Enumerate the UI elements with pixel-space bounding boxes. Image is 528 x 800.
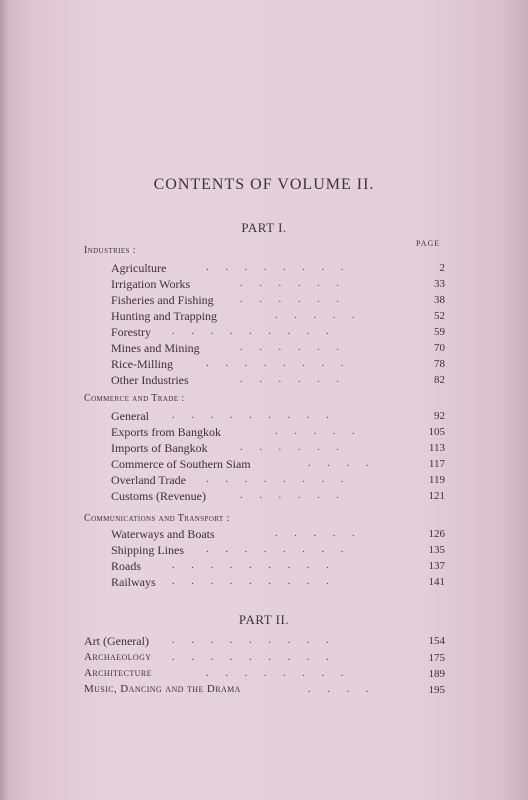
toc-entry-page: 119 — [428, 474, 445, 486]
leader-dots: . . . . . . . . — [206, 357, 344, 369]
toc-entry-page: 70 — [434, 342, 445, 354]
leader-dots: . . . . . . — [240, 441, 339, 453]
toc-entry-label: Archaeology — [84, 651, 152, 663]
toc-entry — [0, 457, 528, 473]
toc-entry-page: 78 — [434, 358, 445, 370]
toc-entry — [0, 373, 528, 389]
toc-entry — [0, 341, 528, 357]
leader-dots: . . . . . . — [240, 293, 339, 305]
toc-entry-label: Forestry — [111, 325, 151, 339]
toc-entry-label: Overland Trade — [111, 473, 186, 487]
toc-entry — [0, 409, 528, 425]
toc-entry — [0, 357, 528, 373]
toc-entry-page: 175 — [428, 652, 445, 664]
toc-entry-page: 137 — [428, 560, 445, 572]
leader-dots: . . . . . — [275, 527, 355, 539]
leader-dots: . . . . . . — [240, 341, 339, 353]
leader-dots: . . . . . . . . . — [172, 559, 329, 571]
leader-dots: . . . . — [308, 683, 369, 695]
toc-entry — [0, 489, 528, 505]
toc-entry-label: Rice-Milling — [111, 357, 173, 371]
section-heading-commerce: Commerce and Trade : — [84, 393, 185, 404]
toc-entry — [0, 309, 528, 325]
toc-entry-page: 121 — [428, 490, 445, 502]
part-two-heading: PART II. — [238, 612, 290, 627]
contents-title: CONTENTS OF VOLUME II. — [153, 176, 375, 193]
leader-dots: . . . . . . — [240, 489, 339, 501]
toc-entry — [0, 293, 528, 309]
leader-dots: . . . . . . . . . — [172, 651, 329, 663]
toc-entry-page: 33 — [434, 278, 445, 290]
toc-entry-label: Waterways and Boats — [111, 527, 215, 541]
toc-entry — [0, 473, 528, 489]
toc-entry — [0, 683, 528, 699]
toc-entry-page: 135 — [428, 544, 445, 556]
leader-dots: . . . . . — [275, 425, 355, 437]
toc-entry-page: 52 — [434, 310, 445, 322]
toc-entry-label: Customs (Revenue) — [111, 489, 206, 503]
toc-entry-page: 154 — [428, 635, 445, 647]
toc-entry-label: Mines and Mining — [111, 341, 200, 355]
toc-entry-label: Fisheries and Fishing — [111, 293, 214, 307]
leader-dots: . . . . . . . . . — [172, 409, 329, 421]
toc-entry-page: 38 — [434, 294, 445, 306]
toc-entry-page: 105 — [428, 426, 445, 438]
toc-entry-page: 189 — [428, 668, 445, 680]
toc-entry — [0, 277, 528, 293]
section-heading-industries: Industries : — [84, 245, 136, 256]
toc-entry-page: 113 — [428, 442, 445, 454]
toc-entry-label: Irrigation Works — [111, 277, 191, 291]
toc-entry — [0, 559, 528, 575]
toc-entry — [0, 425, 528, 441]
leader-dots: . . . . . . . . — [206, 543, 344, 555]
toc-entry-page: 2 — [439, 262, 445, 274]
toc-entry-page: 92 — [434, 410, 445, 422]
toc-entry — [0, 651, 528, 667]
leader-dots: . . . . — [308, 457, 369, 469]
toc-entry-label: Music, Dancing and the Drama — [84, 683, 241, 695]
toc-entry-label: Art (General) — [84, 634, 149, 648]
leader-dots: . . . . . . . . — [206, 667, 344, 679]
toc-entry — [0, 441, 528, 457]
toc-entry-label: Commerce of Southern Siam — [111, 457, 251, 471]
page-column-label: PAGE — [416, 239, 441, 248]
toc-entry-page: 82 — [434, 374, 445, 386]
toc-entry-label: Roads — [111, 559, 141, 573]
leader-dots: . . . . . — [275, 309, 355, 321]
toc-entry-label: Exports from Bangkok — [111, 425, 221, 439]
leader-dots: . . . . . . — [240, 373, 339, 385]
toc-entry-page: 117 — [428, 458, 445, 470]
section-heading-communications: Communications and Transport : — [84, 513, 230, 524]
leader-dots: . . . . . . . . — [206, 261, 344, 273]
toc-entry-label: Railways — [111, 575, 156, 589]
toc-entry — [0, 325, 528, 341]
leader-dots: . . . . . . — [240, 277, 339, 289]
toc-entry-label: Architecture — [84, 667, 152, 679]
toc-entry-page: 195 — [428, 684, 445, 696]
toc-entry-page: 126 — [428, 528, 445, 540]
leader-dots: . . . . . . . . . — [172, 325, 329, 337]
leader-dots: . . . . . . . . . — [172, 634, 329, 646]
toc-entry-label: Agriculture — [111, 261, 167, 275]
toc-entry — [0, 527, 528, 543]
toc-entry-label: General — [111, 409, 149, 423]
toc-entry-label: Shipping Lines — [111, 543, 185, 557]
toc-entry — [0, 575, 528, 591]
toc-entry — [0, 261, 528, 277]
toc-entry-label: Imports of Bangkok — [111, 441, 208, 455]
toc-entry — [0, 543, 528, 559]
part-one-heading: PART I. — [241, 220, 287, 235]
leader-dots: . . . . . . . . . — [172, 575, 329, 587]
toc-entry-label: Other Industries — [111, 373, 189, 387]
leader-dots: . . . . . . . . — [206, 473, 344, 485]
toc-entry-page: 59 — [434, 326, 445, 338]
toc-entry-label: Hunting and Trapping — [111, 309, 218, 323]
toc-entry-page: 141 — [428, 576, 445, 588]
toc-entry — [0, 634, 528, 650]
toc-entry — [0, 667, 528, 683]
